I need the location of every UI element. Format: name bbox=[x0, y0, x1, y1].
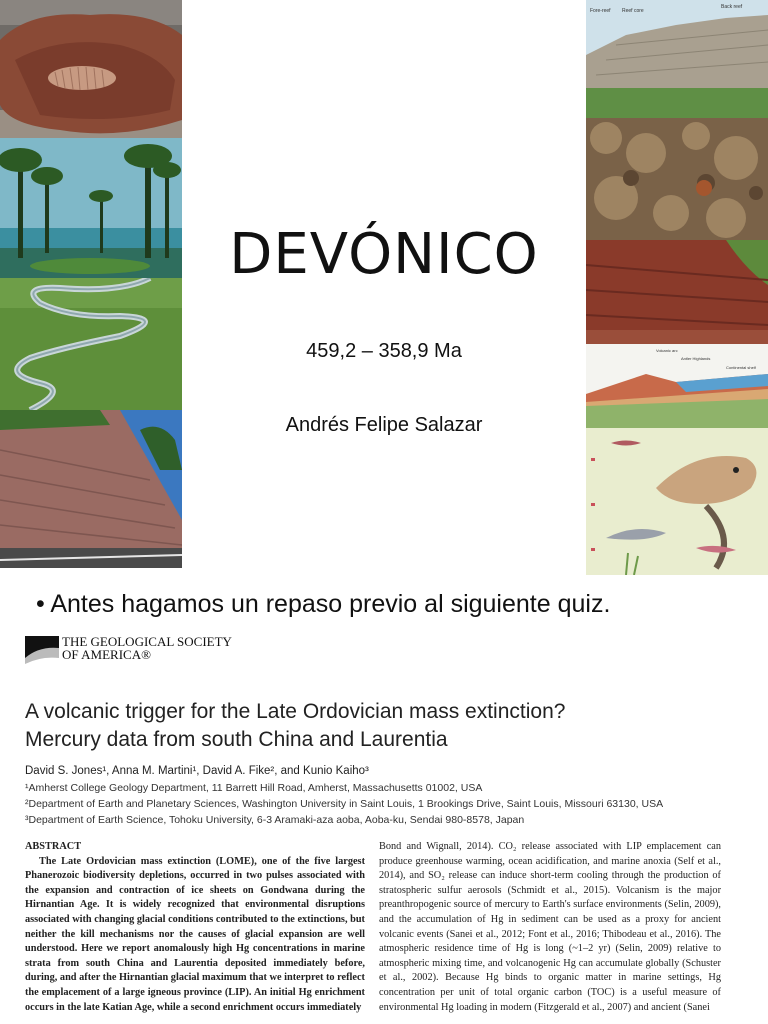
reef-label-c: Back reef bbox=[721, 4, 743, 10]
body-text: Bond and Wignall, 2014). CO₂ release associated with LIP emplacement can produce greenhouse warming, ocean acidification, and marine anoxia (Self et al., 2014), and SO₂ release can induce short-term cooling through the production of stratospheric sulfur aerosols (Schmidt et al., 2015). Volcanism is the major preanthropogenic source of mercury to Earth's surface environments (Selin, 2009), and the accumulation of Hg in sediment can be used as a proxy for ancient volcanic events (Sanei et al., 2012; Font et al., 2016; Thibodeau et al., 2016). The atmospheric residence time of Hg is long (~1–2 yr) (Selin, 2009) relative to atmospheric mixing time, and volcanogenic Hg can accumulate globally (Schuster et al., 2002). Because Hg binds to organic matter in marine settings, Hg concentration per unit of total organic carbon (TOC) is a useful measure of environmental Hg loading in modern (Fitzgerald et al., 2007) and ancient (Sanei bbox=[379, 841, 721, 1013]
reef-cliff-photo bbox=[586, 0, 768, 118]
paper-title bbox=[25, 698, 745, 754]
abstract-text: The Late Ordovician mass extinction (LOME), one of the five largest Phanerozoic biodiversity depletions, occurred in two pulses associated with the expansion and contraction of ice sheets on Gondwana during the Hirnantian Age. It is widely recognized that environmental disruptions associated with changing glacial conditions contributed to the extinctions, but neither the kill mechanisms nor the causes of glacial expansion are well understood. Here we report anomalously high Hg concentrations in marine strata from south China and Laurentia deposited immediately before, during, and after the Hirnantian glacial maximum that we interpret to reflect the emplacement of a large igneous province (LIP). An initial Hg enrichment occurs in the late Katian Age, while a second enrichment occurs immediately bbox=[25, 855, 365, 1013]
gsa-logo-icon bbox=[25, 636, 59, 670]
diagram-label-a: Volcanic arc bbox=[656, 348, 678, 353]
rock-cliff-road-photo bbox=[0, 410, 182, 568]
bullet-point: • Antes hagamos un repaso previo al siguiente quiz. bbox=[36, 590, 611, 618]
diagram-label-b: Antler Highlands bbox=[681, 356, 711, 361]
affiliation-2: ²Department of Earth and Planetary Sciences, Washington University in Saint Louis, 1 Brookings Drive, Saint Louis, Missouri 63130, USA bbox=[25, 798, 664, 810]
meandering-river-photo bbox=[0, 278, 182, 410]
devonian-fish-illustration bbox=[586, 428, 768, 575]
fossil-rock-photo bbox=[0, 0, 182, 138]
body-column bbox=[379, 840, 721, 1015]
paper-authors: David S. Jones¹, Anna M. Martini¹, David A. Fike², and Kunio Kaiho³ bbox=[25, 765, 369, 777]
society-line-2: OF AMERICA® bbox=[62, 647, 151, 662]
affiliation-1: ¹Amherst College Geology Department, 11 Barrett Hill Road, Amherst, Massachusetts 01002, USA bbox=[25, 782, 483, 794]
abstract-heading: ABSTRACT bbox=[25, 841, 82, 852]
paper-title-line-2: Mercury data from south China and Laurentia bbox=[25, 728, 448, 751]
abstract-column bbox=[25, 840, 365, 1015]
affiliation-3: ³Department of Earth Science, Tohoku University, 6-3 Aramaki-aza aoba, Aoba-ku, Sendai 980-8578, Japan bbox=[25, 814, 525, 826]
reef-label-a: Fore-reef bbox=[590, 8, 611, 14]
society-line-1: THE GEOLOGICAL SOCIETY bbox=[62, 634, 232, 649]
slide-author: Andrés Felipe Salazar bbox=[285, 414, 483, 436]
geology-diagram bbox=[586, 344, 768, 428]
fossil-rock-coin-photo bbox=[586, 118, 768, 240]
slide-title: DEVÓNICO bbox=[229, 222, 539, 287]
reef-label-b: Reef core bbox=[622, 8, 644, 14]
slide-dates: 459,2 – 358,9 Ma bbox=[306, 340, 462, 362]
red-rock-outcrop-photo bbox=[586, 240, 768, 344]
paper-title-line-1: A volcanic trigger for the Late Ordovician mass extinction? bbox=[25, 700, 566, 723]
society-name bbox=[62, 635, 232, 661]
devonian-forest-illustration bbox=[0, 138, 182, 278]
diagram-label-c: Continental shelf bbox=[726, 365, 756, 370]
